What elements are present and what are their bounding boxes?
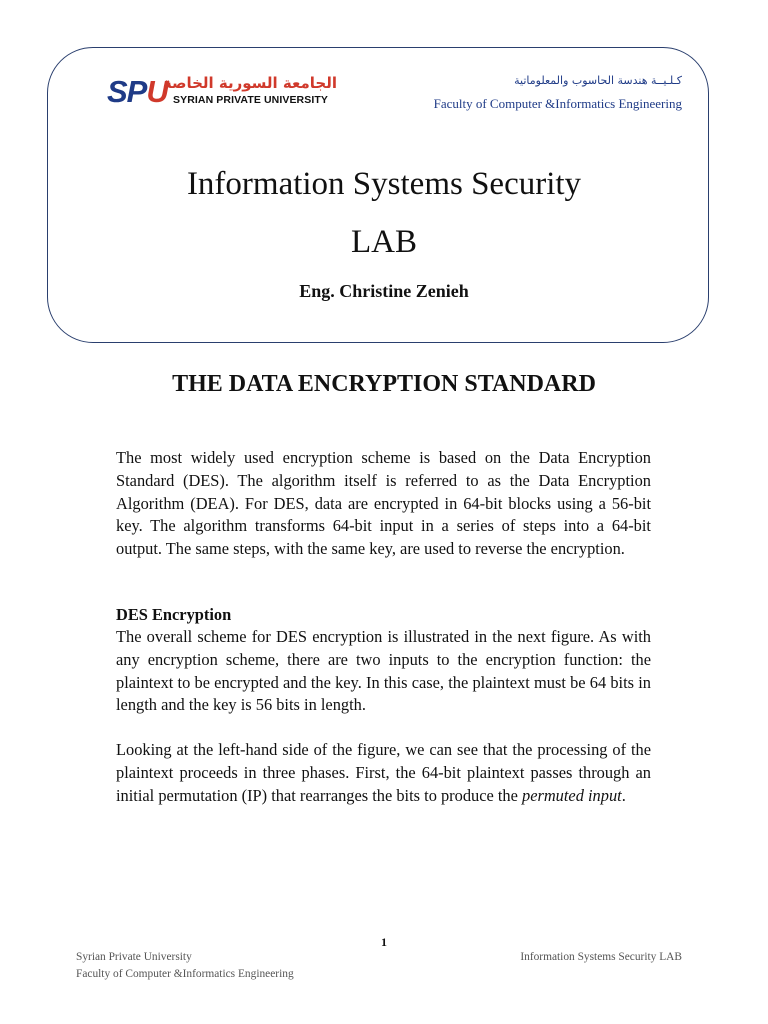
document-subtitle: LAB: [351, 224, 417, 260]
section-heading: THE DATA ENCRYPTION STANDARD: [172, 371, 596, 397]
paragraph-phases-end: .: [621, 785, 626, 805]
paragraph-phases: [116, 739, 651, 807]
paragraph-des-scheme: The overall scheme for DES encryption is illustrated in the next figure. As with any encryption scheme, there are two inputs to the encryption function: the plaintext to be encrypted and the key. In this case, the plaintext must be 64 bits in length and the key is 56 bits in length.: [116, 627, 651, 715]
footer-course: Information Systems Security LAB: [520, 951, 682, 963]
paragraph-intro: The most widely used encryption scheme is based on the Data Encryption Standard (DES). The algorithm itself is referred to as the Data Encryption Algorithm (DEA). For DES, data are encrypted in 64-bit blocks using a 56-bit key. The algorithm transforms 64-bit input in a series of steps into a 64-bit output. The same steps, with the same key, are used to reverse the encryption.: [116, 448, 651, 559]
logo-english-name: SYRIAN PRIVATE UNIVERSITY: [173, 94, 328, 106]
logo-mark: [107, 76, 168, 108]
permuted-input-term: permuted input: [522, 785, 622, 805]
footer-university: Syrian Private University: [76, 951, 192, 963]
subheading-des-encryption: DES Encryption: [116, 605, 232, 624]
faculty-english: Faculty of Computer &Informatics Engineering: [433, 96, 682, 111]
page-number: 1: [381, 935, 387, 949]
footer-faculty: Faculty of Computer &Informatics Engineering: [76, 968, 294, 980]
faculty-arabic: كـلـيــة هندسة الحاسوب والمعلوماتية: [514, 74, 682, 87]
document-title: Information Systems Security: [186, 166, 582, 202]
logo-arabic-name: الجامعة السورية الخاصة: [162, 74, 337, 92]
author-name: Eng. Christine Zenieh: [299, 281, 469, 301]
paragraph-phases-text: Looking at the left-hand side of the figure, we can see that the processing of the plaintext proceeds in three phases. First, the 64-bit plaintext passes through an initial permutation (IP) that rearranges the bits to produce the: [116, 740, 651, 805]
logo-mark-prefix: SP: [107, 74, 147, 109]
logo-mark-suffix: U: [146, 74, 168, 109]
